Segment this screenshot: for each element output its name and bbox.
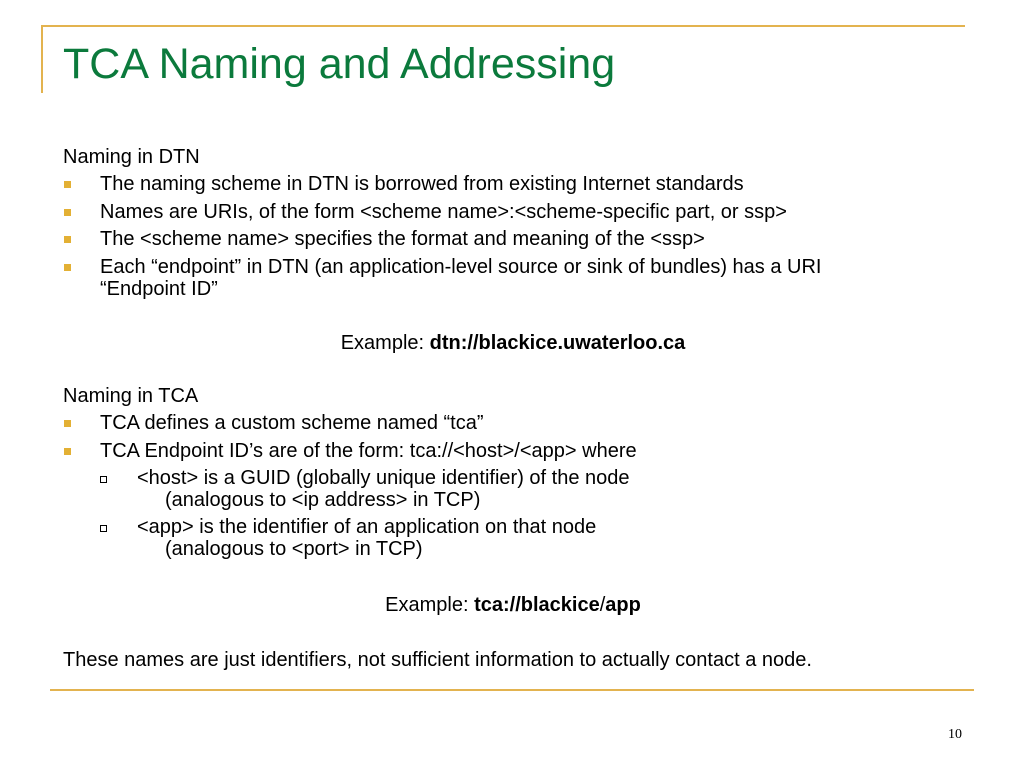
tca-heading: Naming in TCA xyxy=(63,385,199,407)
dtn-bullet-3: The <scheme name> specifies the format and meaning of the <ssp> xyxy=(100,228,705,250)
slide-title: TCA Naming and Addressing xyxy=(63,40,616,88)
conclusion-text: These names are just identifiers, not sufficient information to actually contact a node. xyxy=(63,649,812,671)
tca-example-scheme: tca:// xyxy=(474,594,521,616)
tca-example-label: Example: xyxy=(385,594,475,616)
tca-example-host: blackice xyxy=(520,594,600,616)
page-number: 10 xyxy=(948,727,962,742)
tca-sub-bullet-2: <app> is the identifier of an application on that node xyxy=(137,516,597,538)
tca-sub-bullet-2-continued: (analogous to <port> in TCP) xyxy=(165,538,423,560)
dtn-bullet-2: Names are URIs, of the form <scheme name>:<scheme-specific part, or ssp> xyxy=(100,201,787,223)
dtn-bullet-1: The naming scheme in DTN is borrowed from existing Internet standards xyxy=(100,173,744,195)
sub-bullet-hollow-square-icon xyxy=(100,525,107,532)
bullet-square-icon xyxy=(64,264,71,271)
dtn-bullet-4-continued: “Endpoint ID” xyxy=(100,278,218,300)
bullet-square-icon xyxy=(64,420,71,427)
tca-example xyxy=(63,593,963,617)
frame-left-line xyxy=(41,25,43,93)
dtn-bullet-4: Each “endpoint” in DTN (an application-level source or sink of bundles) has a URI xyxy=(100,256,822,278)
frame-top-line xyxy=(41,25,965,27)
tca-bullet-1: TCA defines a custom scheme named “tca” xyxy=(100,412,484,434)
frame-bottom-line xyxy=(50,689,974,691)
bullet-square-icon xyxy=(64,209,71,216)
tca-sub-bullet-1-continued: (analogous to <ip address> in TCP) xyxy=(165,489,481,511)
sub-bullet-hollow-square-icon xyxy=(100,476,107,483)
bullet-square-icon xyxy=(64,448,71,455)
dtn-example-label: Example: xyxy=(340,332,430,354)
tca-bullet-2: TCA Endpoint ID’s are of the form: tca://<host>/<app> where xyxy=(100,440,637,462)
bullet-square-icon xyxy=(64,181,71,188)
dtn-example-address: blackice.uwaterloo.ca xyxy=(478,332,686,354)
tca-sub-bullet-1: <host> is a GUID (globally unique identifier) of the node xyxy=(137,467,630,489)
dtn-heading: Naming in DTN xyxy=(63,146,200,168)
dtn-example xyxy=(63,331,963,355)
tca-example-app: app xyxy=(605,594,641,616)
tca-example-slash: / xyxy=(599,594,606,616)
dtn-example-scheme: dtn:// xyxy=(429,332,479,354)
bullet-square-icon xyxy=(64,236,71,243)
